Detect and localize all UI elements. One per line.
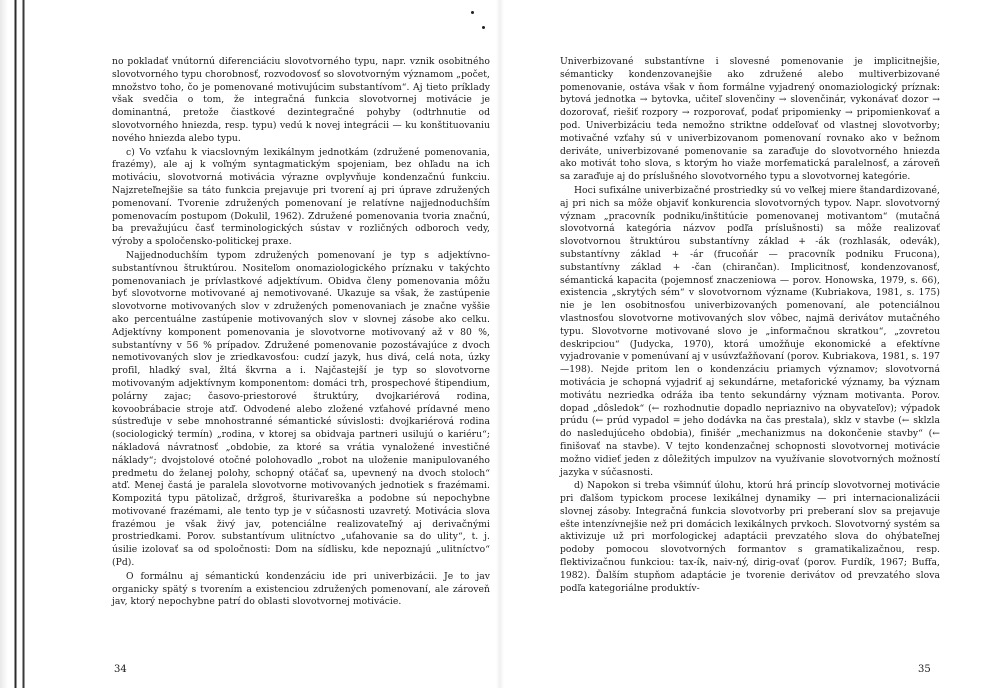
left-paragraph: no pokladať vnútornú diferenciáciu slovotvorného typu, napr. vznik osobitného slovotvorného typu chorobnosť, rozvodovosť so slovotvorným významom „počet, množstvo toho, čo je pomenované motivujúcim substantívom“. Aj tieto príklady však svedčia o tom, že integračná funkcia slovotvornej motivácie je dominantná, pretože čiastkové dezintegračné pohyby (odtrhnutie od slovotvorného hniezda, resp. typu) vedú k novej integrácii — ku konštituovaniu nového hniezda alebo typu.: [112, 56, 490, 144]
left-paragraph: c) Vo vzťahu k viacslovným lexikálnym jednotkám (združené pomenovania, frazémy), ale aj k voľným syntagmatickým spojeniam, bez ohľadu na ich motiváciu, slovotvorná motivácia výrazne ovplyvňuje kondenzačnú funkciu. Najzreteľnejšie sa táto funkcia prejavuje pri tvorení aj pri úprave združených pomenovaní. Tvorenie združených pomenovaní je relatívne najjednoduchším pomenovacím postupom (Dokulil, 1962). Združené pomenovania tvoria značnú, ba prevažujúcu časť terminologických sústav v rozličných odboroch vedy, výroby a spoločensko-politickej praxe.: [112, 146, 490, 248]
left-paragraph: O formálnu aj sémantickú kondenzáciu ide pri univerbizácii. Je to jav organicky spätý s tvorením a existenciou združených pomenovaní, ale zároveň jav, ktorý nepochybne patrí do oblasti slovotvornej motivácie.: [112, 570, 490, 608]
page-number: 34: [114, 664, 127, 675]
right-page: [560, 56, 940, 595]
book-binding-edge: [0, 0, 34, 688]
right-paragraph: Univerbizované substantívne i slovesné pomenovanie je implicitnejšie, sémanticky kondenzovanejšie ako združené alebo multiverbizované pomenovanie, ostáva však v ňom formálne vyjadrený onomaziologický príznak: bytová jednotka → bytovka, učiteľ slovenčiny → slovenčinár, vykonávať dozor → dozorovať, riešiť rozpory → rozporovať, podať pripomienky → pripomienkovať a pod. Univerbizáciu teda nemožno striktne oddeľovať od vlastnej slovotvorby; motivačné vzťahy sú v univerbizovanom pomenovaní rovnako ako v bežnom deriváte, univerbizované pomenovanie sa zaraďuje do slovotvorného hniezda ako motivát toho slova, s ktorým ho viaže morfematická paralelnosť, a zároveň sa zaraďuje aj do príslušného slovotvorného typu a slovotvornej kategórie.: [560, 56, 940, 183]
speck-mark: [471, 11, 474, 14]
left-page: [112, 56, 490, 609]
right-paragraph: d) Napokon si treba všimnúť úlohu, ktorú hrá princíp slovotvornej motivácie pri ďalšom typickom procese lexikálnej dynamiky — pri internacionalizácii slovnej zásoby. Integračná funkcia slovotvorby pri preberaní slov sa prejavuje ešte intenzívnejšie než pri domácich lexikálnych prvkoch. Slovotvorný systém sa aktivizuje už pri morfologickej adaptácii prevzatého slova do ohýbateľnej podoby pomocou slovotvorných formantov s gramatikalizačnou, resp. flektivizačnou funkciou: tax-ík, naiv-ný, dirig-ovať (porov. Furdík, 1967; Buffa, 1982). Ďalším stupňom adaptácie je tvorenie derivátov od prevzatého slova podľa kategoriálne produktív-: [560, 480, 940, 594]
page-gutter: [496, 0, 504, 688]
page-number: 35: [918, 664, 931, 675]
speck-mark: [482, 26, 485, 29]
left-paragraph: Najjednoduchším typom združených pomenovaní je typ s adjektívno-substantívnou štruktúrou. Nositeľom onomaziologického príznaku v takýchto pomenovaniach je prívlastkové adjektívum. Obidva členy pomenovania môžu byť slovotvorne motivované aj nemotivované. Ukazuje sa však, že zastúpenie slovotvorne motivovaných slov v združených pomenovaniach je značne vyššie ako percentuálne zastúpenie motivovaných slov v slovnej zásobe ako celku. Adjektívny komponent pomenovania je slovotvorne motivovaný až v 80 %, substantívny v 56 % prípadov. Združené pomenovanie pozostávajúce z dvoch nemotivovaných slov je zriedkavosťou: cudzí jazyk, hus divá, celá nota, úzky profil, hladký sval, žltá škvrna a i. Najčastejší je typ so slovotvorne motivovaným adjektívnym komponentom: domáci trh, prospechové štipendium, polárny zajac; časovo-priestorové štruktúry, dvojkariérová rodina, kovoobrábacie stroje atď. Odvodené alebo zložené vzťahové prídavné meno sústreďuje v sebe mnohostranné sémantické súvislosti: dvojkariérová rodina (sociologický termín) „rodina, v ktorej sa obidvaja partneri usilujú o kariéru“; nákladová návratnosť „obdobie, za ktoré sa vrátia vynaložené investičné náklady“; dvojstolové otočné polohovadlo „robot na uloženie manipulovaného predmetu do želanej polohy, schopný otáčať sa, upevnený na dvoch stoloch“ atď. Menej častá je paralela slovotvorne motivovaných jednotiek s frazémami. Kompozitá typu pätolizač, držgroš, šturivareška a podobne sú nepochybne motivované frazémami, ale tento typ je v súčasnosti uzavretý. Motivácia slova frazémou je však živý jav, potenciálne realizovateľný aj derivačnými prostriedkami. Porov. substantívum ulitníctvo „uťahovanie sa do ulity“, t. j. úsilie izolovať sa od spoločnosti: Dom na sídlisku, kde nepoznajú „ulitníctvo“ (Pd).: [112, 249, 490, 569]
right-paragraph: Hoci sufixálne univerbizačné prostriedky sú vo veľkej miere štandardizované, aj pri nich sa môže objaviť konkurencia slovotvorných typov. Napr. slovotvorný význam „pracovník podniku/inštitúcie pomenovanej motivantom“ (mutačná slovotvorná kategória názvov podľa príslušnosti) sa môže realizovať slovotvornou štruktúrou substantívny základ + -ák (rozhlasák, odevák), substantívny základ + -ár (frucoňár — pracovník podniku Frucona), substantívny základ + -čan (chirančan). Implicitnosť, kondenzovanosť, sémantická kapacita (pojemnosť znaczeniowa — porov. Honowska, 1979, s. 66), existencia „skrytých sém“ v slovotvornom význame (Kubriakova, 1981, s. 175) nie je len osobitnosťou univerbizovaných pomenovaní, ale potenciálnou vlastnosťou slovotvorne motivovaných slov vôbec, najmä derivátov mutačného typu. Slovotvorne motivované slovo je „informačnou skratkou“, „zovretou deskripciou“ (Judycka, 1970), ktorá umožňuje ekonomické a efektívne vyjadrovanie v pomenúvaní aj v usúvzťažňovaní (porov. Kubriakova, 1981, s. 197—198). Nejde pritom len o kondenzáciu priamych významov; slovotvorná motivácia je schopná vyjadriť aj sekundárne, metaforické významy, ba význam motivátu nezriedka odráža iba tento sekundárny význam motivanta. Porov. dopad „dôsledok“ (← rozhodnutie dopadlo nepriaznivo na obyvateľov); výpadok prúdu (← prúd vypadol = jeho dodávka na čas prestala), sklz v stavbe (← sklzla do nasledujúceho obdobia), finišér „mechanizmus na dokončenie stavby“ (← finišovať na stavbe). V tejto kondenzačnej schopnosti slovotvornej motivácie možno vidieť jeden z dôležitých impulzov na využívanie slovotvorných možností jazyka v súčasnosti.: [560, 184, 940, 478]
